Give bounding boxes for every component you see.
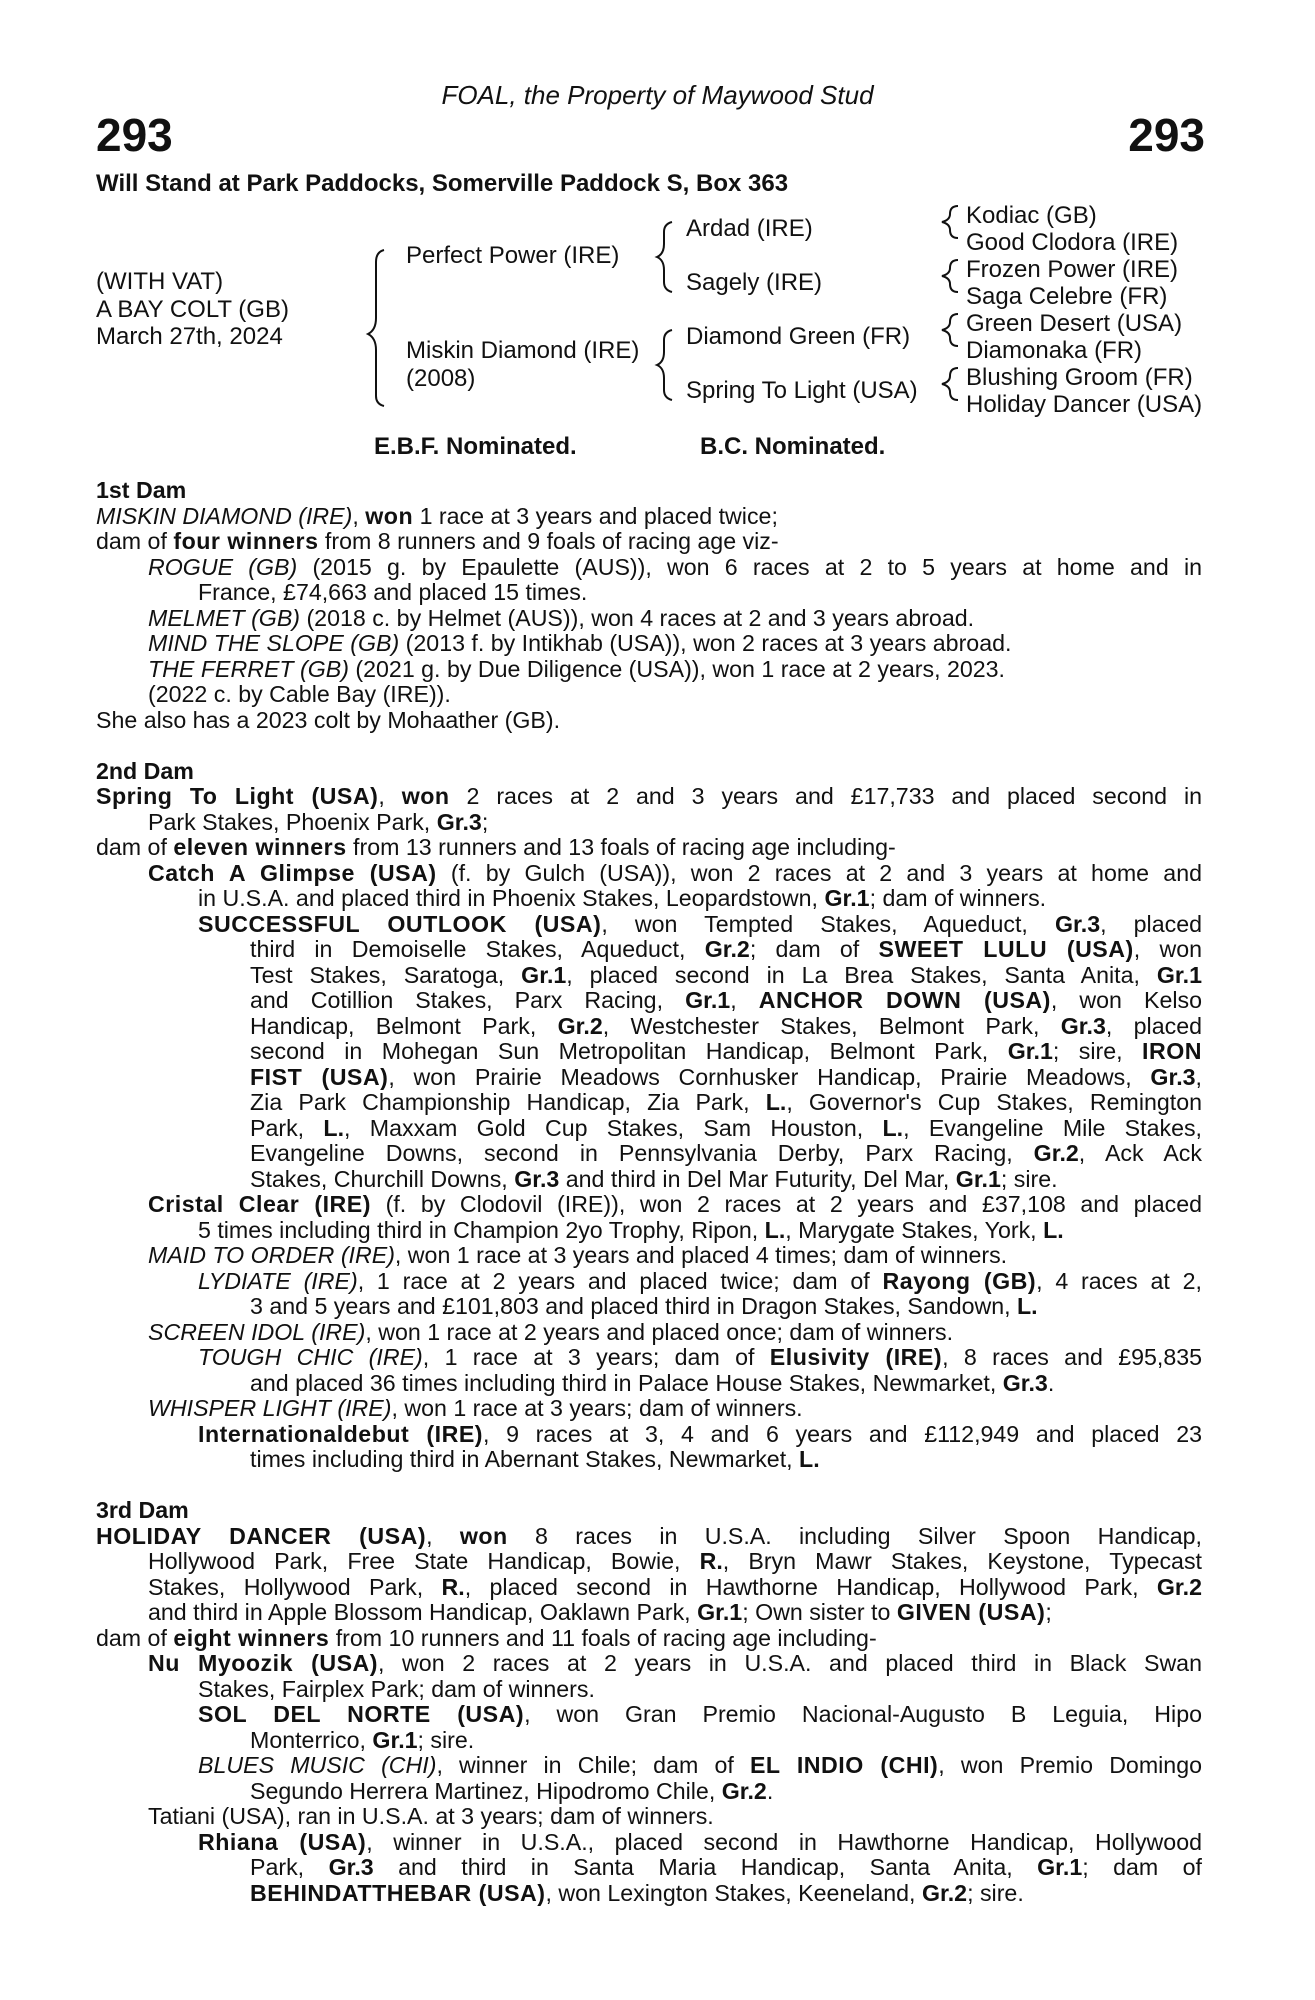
third-dam-line	[96, 1651, 1202, 1677]
third-dam-line	[96, 1702, 1202, 1728]
text: , placed second in Hawthorne Handicap, Hollywood Park,	[464, 1573, 1157, 1600]
second-dam-line	[96, 1014, 1202, 1040]
third-dam-line	[96, 1779, 1202, 1805]
horse-name: SOL DEL NORTE (USA)	[198, 1701, 525, 1727]
horse-name: MISKIN DIAMOND (IRE)	[96, 502, 353, 529]
text: .	[1047, 1369, 1055, 1396]
horse-name: ROGUE (GB)	[148, 553, 298, 580]
text: , winner in U.S.A., placed second in Hawthorne Handicap, Hollywood	[366, 1828, 1202, 1855]
text: (f. by Gulch (USA)), won 2 races at 2 and 3 years at home and	[436, 859, 1202, 886]
grade: Gr.2	[1156, 1573, 1203, 1600]
grade: Gr.2	[557, 1012, 603, 1039]
grade: Gr.1	[521, 961, 567, 988]
text: , won Kelso	[1050, 987, 1202, 1013]
pedigree-gen3-6: Diamonaka (FR)	[966, 337, 1143, 364]
text: dam of	[96, 1624, 174, 1651]
grade: L.	[1043, 1216, 1064, 1243]
second-dam-line	[96, 1218, 1202, 1244]
text: (2013 f. by Intikhab (USA)), won 2 races at 3 years abroad.	[399, 630, 1012, 656]
horse-name: GIVEN (USA)	[896, 1599, 1046, 1625]
text: Stakes, Churchill Downs,	[250, 1165, 515, 1192]
first-dam-line: France, £74,663 and placed 15 times.	[198, 579, 588, 605]
grade: Gr.1	[1156, 961, 1203, 988]
pedigree-sire-sire: Ardad (IRE)	[686, 215, 813, 242]
text: Park,	[250, 1854, 329, 1880]
text: ; sire.	[1000, 1165, 1058, 1192]
horse-name: HOLIDAY DANCER (USA)	[96, 1522, 427, 1549]
second-dam-line	[96, 1269, 1202, 1295]
text: and placed 36 times including third in Palace House Stakes, Newmarket,	[250, 1369, 1003, 1396]
text: , placed second in La Brea Stakes, Santa Anita,	[566, 961, 1157, 988]
text: Monterrico,	[250, 1726, 373, 1753]
third-dam-line: Stakes, Fairplex Park; dam of winners.	[198, 1675, 595, 1702]
stand-location: Will Stand at Park Paddocks, Somerville Paddock S, Box 363	[96, 170, 789, 197]
second-dam-line	[96, 1371, 1202, 1397]
second-dam-line	[96, 937, 1202, 963]
horse-name: WHISPER LIGHT (IRE)	[148, 1395, 392, 1421]
second-dam-line	[96, 1422, 1202, 1448]
vat-note: (WITH VAT)	[96, 268, 224, 295]
third-dam-line: Tatiani (USA), ran in U.S.A. at 3 years; dam of winners.	[148, 1803, 714, 1829]
horse-name: Elusivity (IRE)	[769, 1344, 943, 1370]
horse-name: SCREEN IDOL (IRE)	[148, 1318, 366, 1345]
pedigree-sire-dam: Sagely (IRE)	[686, 269, 823, 296]
grade: Gr.2	[704, 936, 750, 962]
third-dam-line	[96, 1881, 1202, 1907]
text: dam of	[96, 528, 174, 554]
text: Handicap, Belmont Park,	[250, 1012, 558, 1039]
text: , won Prairie Meadows Cornhusker Handicap, Prairie Meadows,	[388, 1063, 1151, 1090]
horse-name: FIST (USA)	[250, 1063, 389, 1090]
second-dam-line	[96, 1447, 1202, 1473]
horse-name: IRON	[1142, 1038, 1202, 1064]
text: ; sire,	[1052, 1038, 1143, 1064]
text: , 8 races and £95,835	[942, 1344, 1203, 1370]
text: ,	[730, 987, 759, 1013]
first-dam-line: She also has a 2023 colt by Mohaather (GB).	[96, 706, 561, 733]
text: 8 races in U.S.A. including Silver Spoon Handicap,	[507, 1522, 1202, 1549]
text: ,	[352, 502, 366, 529]
text: , Bryn Mawr Stakes, Keystone, Typecast	[722, 1548, 1202, 1574]
foaling-date: March 27th, 2024	[96, 323, 283, 350]
horse-name: BEHINDATTHEBAR (USA)	[250, 1879, 546, 1906]
third-dam-line	[96, 1600, 1202, 1626]
text: , won 1 race at 2 years and placed once; dam of winners.	[365, 1318, 954, 1345]
text: 5 times including third in Champion 2yo Trophy, Ripon,	[198, 1216, 765, 1243]
second-dam-line	[96, 1192, 1202, 1218]
text: (f. by Clodovil (IRE)), won 2 races at 2 years and £37,108 and placed	[371, 1191, 1202, 1217]
pedigree-dam: Miskin Diamond (IRE)	[406, 337, 640, 364]
text: Stakes, Hollywood Park,	[148, 1573, 442, 1600]
text: , won Tempted Stakes, Aqueduct,	[601, 910, 1055, 937]
third-dam-line	[96, 1626, 1202, 1652]
grade: L.	[882, 1114, 904, 1141]
second-dam-line	[96, 861, 1202, 887]
text: in U.S.A. and placed third in Phoenix Stakes, Leopardstown,	[198, 885, 825, 911]
horse-name: Catch A Glimpse (USA)	[148, 859, 437, 886]
text: third in Demoiselle Stakes, Aqueduct,	[250, 936, 705, 962]
lot-number-right: 293	[1128, 109, 1205, 161]
text: and Cotillion Stakes, Parx Racing,	[250, 987, 686, 1013]
horse-name: Internationaldebut (IRE)	[198, 1420, 484, 1447]
text: Park Stakes, Phoenix Park,	[148, 808, 437, 835]
second-dam-line	[96, 1116, 1202, 1142]
text: .	[766, 1777, 774, 1804]
pedigree-gen3-8: Holiday Dancer (USA)	[966, 391, 1203, 418]
ebf-nominated: E.B.F. Nominated.	[374, 433, 577, 460]
text: Segundo Herrera Martinez, Hipodromo Chile,	[250, 1777, 722, 1804]
second-dam-line	[96, 810, 1202, 836]
horse-name: THE FERRET (GB)	[148, 655, 349, 682]
text: Hollywood Park, Free State Handicap, Bowie,	[148, 1548, 700, 1574]
grade: Gr.1	[1007, 1038, 1053, 1064]
grade: Gr.2	[1033, 1140, 1079, 1166]
horse-name: Cristal Clear (IRE)	[148, 1191, 371, 1217]
second-dam-line	[96, 886, 1202, 912]
grade: R.	[441, 1573, 465, 1600]
grade: Gr.1	[1037, 1854, 1083, 1880]
text: Test Stakes, Saratoga,	[250, 961, 522, 988]
grade: R.	[699, 1548, 723, 1574]
first-dam-line	[96, 555, 1202, 581]
second-dam-line	[96, 1396, 1202, 1422]
text: ;	[481, 808, 489, 835]
third-dam-line	[96, 1575, 1202, 1601]
text: , 1 race at 2 years and placed twice; dam of	[357, 1267, 883, 1294]
text: Park,	[250, 1114, 324, 1141]
text: 3 and 5 years and £101,803 and placed third in Dragon Stakes, Sandown,	[250, 1293, 1018, 1319]
grade: Gr.3	[436, 808, 482, 835]
won-label: won	[401, 783, 450, 809]
grade: Gr.3	[514, 1165, 560, 1192]
horse-name: MELMET (GB)	[148, 604, 301, 631]
grade: L.	[765, 1089, 787, 1115]
won-label: won	[365, 502, 414, 529]
grade: Gr.2	[721, 1777, 767, 1804]
bc-nominated: B.C. Nominated.	[700, 433, 886, 460]
text: ; dam of	[749, 936, 879, 962]
first-dam-line	[96, 606, 1202, 632]
text: ;	[1045, 1599, 1052, 1625]
horse-name: Rhiana (USA)	[198, 1828, 367, 1855]
third-dam-line	[96, 1855, 1202, 1881]
text: and third in Santa Maria Handicap, Santa Anita,	[373, 1854, 1038, 1880]
pedigree-gen3-2: Good Clodora (IRE)	[966, 229, 1179, 256]
text: times including third in Abernant Stakes, Newmarket,	[250, 1446, 800, 1472]
first-dam-line	[96, 631, 1202, 657]
grade: L.	[323, 1114, 345, 1141]
text: , Evangeline Mile Stakes,	[903, 1114, 1203, 1141]
horse-name: Nu Myoozik (USA)	[148, 1650, 378, 1676]
text: Zia Park Championship Handicap, Zia Park,	[250, 1089, 766, 1115]
grade: Gr.3	[1054, 910, 1101, 937]
winner-count: eight winners	[173, 1624, 330, 1651]
second-dam-line	[96, 1320, 1202, 1346]
first-dam-line: (2022 c. by Cable Bay (IRE)).	[148, 681, 451, 707]
grade: L.	[764, 1216, 786, 1243]
horse-name: Spring To Light (USA)	[96, 783, 379, 809]
grade: Gr.1	[685, 987, 731, 1013]
second-dam-line	[96, 963, 1202, 989]
text: , won	[1133, 936, 1203, 962]
text: (2021 g. by Due Diligence (USA)), won 1 race at 2 years, 2023.	[348, 655, 1005, 682]
horse-name: ANCHOR DOWN (USA)	[758, 987, 1051, 1013]
grade: Gr.1	[824, 885, 870, 911]
text: , won Lexington Stakes, Keeneland,	[545, 1879, 922, 1906]
text: 2 races at 2 and 3 years and £17,733 and placed second in	[449, 783, 1202, 809]
text: ,	[426, 1522, 460, 1549]
text: , won Premio Domingo	[938, 1752, 1202, 1778]
second-dam-line	[96, 1294, 1202, 1320]
text: ,	[378, 783, 402, 809]
horse-name: SWEET LULU (USA)	[878, 936, 1134, 962]
grade: Gr.1	[372, 1726, 418, 1753]
horse-name: MIND THE SLOPE (GB)	[148, 630, 400, 656]
horse-name: Rayong (GB)	[882, 1267, 1037, 1294]
text: , Westchester Stakes, Belmont Park,	[602, 1012, 1061, 1039]
horse-name: EL INDIO (CHI)	[749, 1752, 939, 1778]
pedigree-dam-year: (2008)	[406, 365, 476, 392]
winner-count: eleven winners	[173, 834, 347, 860]
second-dam-line	[96, 988, 1202, 1014]
horse-name: TOUGH CHIC (IRE)	[198, 1344, 423, 1370]
horse-description: A BAY COLT (GB)	[96, 296, 289, 323]
grade: L.	[1017, 1293, 1038, 1319]
text: ; Own sister to	[742, 1599, 897, 1625]
grade: Gr.3	[1060, 1012, 1106, 1039]
second-dam-line	[96, 912, 1202, 938]
grade: Gr.3	[1002, 1369, 1048, 1396]
horse-name: BLUES MUSIC (CHI)	[198, 1752, 437, 1778]
horse-name: SUCCESSFUL OUTLOOK (USA)	[198, 910, 602, 937]
text: , 9 races at 3, 4 and 6 years and £112,949 and placed 23	[483, 1420, 1202, 1447]
second-dam-line	[96, 1065, 1202, 1091]
pedigree-notes	[96, 478, 1202, 1906]
text: (2018 c. by Helmet (AUS)), won 4 races at 2 and 3 years abroad.	[300, 604, 975, 631]
second-dam-line	[96, 1167, 1202, 1193]
catalogue-subtitle: FOAL, the Property of Maywood Stud	[441, 80, 874, 110]
text: (2015 g. by Epaulette (AUS)), won 6 races at 2 to 5 years at home and in	[297, 553, 1202, 580]
grade: Gr.3	[1150, 1063, 1196, 1090]
text: ; dam of winners.	[869, 885, 1047, 911]
second-dam-line	[96, 1345, 1202, 1371]
text: , Maxxam Gold Cup Stakes, Sam Houston,	[344, 1114, 883, 1141]
text: ; sire.	[417, 1726, 475, 1753]
text: from 8 runners and 9 foals of racing age viz-	[318, 528, 779, 554]
grade: L.	[799, 1446, 820, 1472]
third-dam-line	[96, 1549, 1202, 1575]
grade: Gr.1	[697, 1599, 743, 1625]
text: dam of	[96, 834, 174, 860]
grade: Gr.2	[921, 1879, 968, 1906]
pedigree-gen3-1: Kodiac (GB)	[966, 202, 1097, 229]
winner-count: four winners	[173, 528, 319, 554]
pedigree-gen3-7: Blushing Groom (FR)	[966, 364, 1193, 391]
second-dam-line	[96, 1141, 1202, 1167]
third-dam-line	[96, 1753, 1202, 1779]
text: from 10 runners and 11 foals of racing age including-	[329, 1624, 877, 1651]
pedigree-gen3-4: Saga Celebre (FR)	[966, 283, 1168, 310]
third-dam-heading: 3rd Dam	[96, 1497, 189, 1523]
text: , won 2 races at 2 years in U.S.A. and placed third in Black Swan	[378, 1650, 1202, 1676]
text: , won 1 race at 3 years and placed 4 times; dam of winners.	[394, 1242, 1008, 1268]
text: 1 race at 3 years and placed twice;	[413, 502, 778, 529]
third-dam-line	[96, 1524, 1202, 1550]
pedigree-dam-dam: Spring To Light (USA)	[686, 377, 918, 404]
first-dam-line	[96, 504, 1202, 530]
text: , Governor's Cup Stakes, Remington	[786, 1089, 1202, 1115]
won-label: won	[459, 1522, 508, 1549]
pedigree-gen3-5: Green Desert (USA)	[966, 310, 1183, 337]
second-dam-line	[96, 1039, 1202, 1065]
grade: Gr.1	[955, 1165, 1001, 1192]
text: ; dam of	[1082, 1854, 1202, 1880]
first-dam-line	[96, 529, 1202, 555]
third-dam-line	[96, 1728, 1202, 1754]
horse-name: MAID TO ORDER (IRE)	[148, 1242, 395, 1268]
text: , placed	[1105, 1012, 1202, 1039]
text: , placed	[1100, 910, 1202, 937]
first-dam-heading: 1st Dam	[96, 477, 187, 503]
pedigree-gen3-3: Frozen Power (IRE)	[966, 256, 1179, 283]
first-dam-line	[96, 657, 1202, 683]
second-dam-line	[96, 784, 1202, 810]
text: , Ack Ack	[1078, 1140, 1202, 1166]
pedigree-dam-sire: Diamond Green (FR)	[686, 323, 911, 350]
horse-name: LYDIATE (IRE)	[198, 1267, 358, 1294]
text: , 1 race at 3 years; dam of	[422, 1344, 770, 1370]
second-dam-line	[96, 835, 1202, 861]
text: from 13 runners and 13 foals of racing age including-	[346, 834, 896, 860]
third-dam-line	[96, 1830, 1202, 1856]
text: , 4 races at 2,	[1036, 1267, 1203, 1294]
second-dam-line	[96, 1243, 1202, 1269]
text: and third in Apple Blossom Handicap, Oaklawn Park,	[148, 1599, 698, 1625]
grade: Gr.3	[328, 1854, 374, 1880]
lot-number-left: 293	[96, 109, 173, 161]
text: ; sire.	[967, 1879, 1024, 1906]
text: ,	[1195, 1063, 1202, 1090]
text: Evangeline Downs, second in Pennsylvania Derby, Parx Racing,	[250, 1140, 1034, 1166]
text: and third in Del Mar Futurity, Del Mar,	[559, 1165, 956, 1192]
text: second in Mohegan Sun Metropolitan Handicap, Belmont Park,	[250, 1038, 1008, 1064]
text: , winner in Chile; dam of	[436, 1752, 750, 1778]
second-dam-line	[96, 1090, 1202, 1116]
second-dam-heading: 2nd Dam	[96, 757, 194, 784]
pedigree-sire: Perfect Power (IRE)	[406, 242, 620, 269]
text: , won Gran Premio Nacional-Augusto B Leguia, Hipo	[524, 1701, 1202, 1727]
text: , won 1 race at 3 years; dam of winners.	[391, 1395, 803, 1421]
text: , Marygate Stakes, York,	[785, 1216, 1044, 1243]
